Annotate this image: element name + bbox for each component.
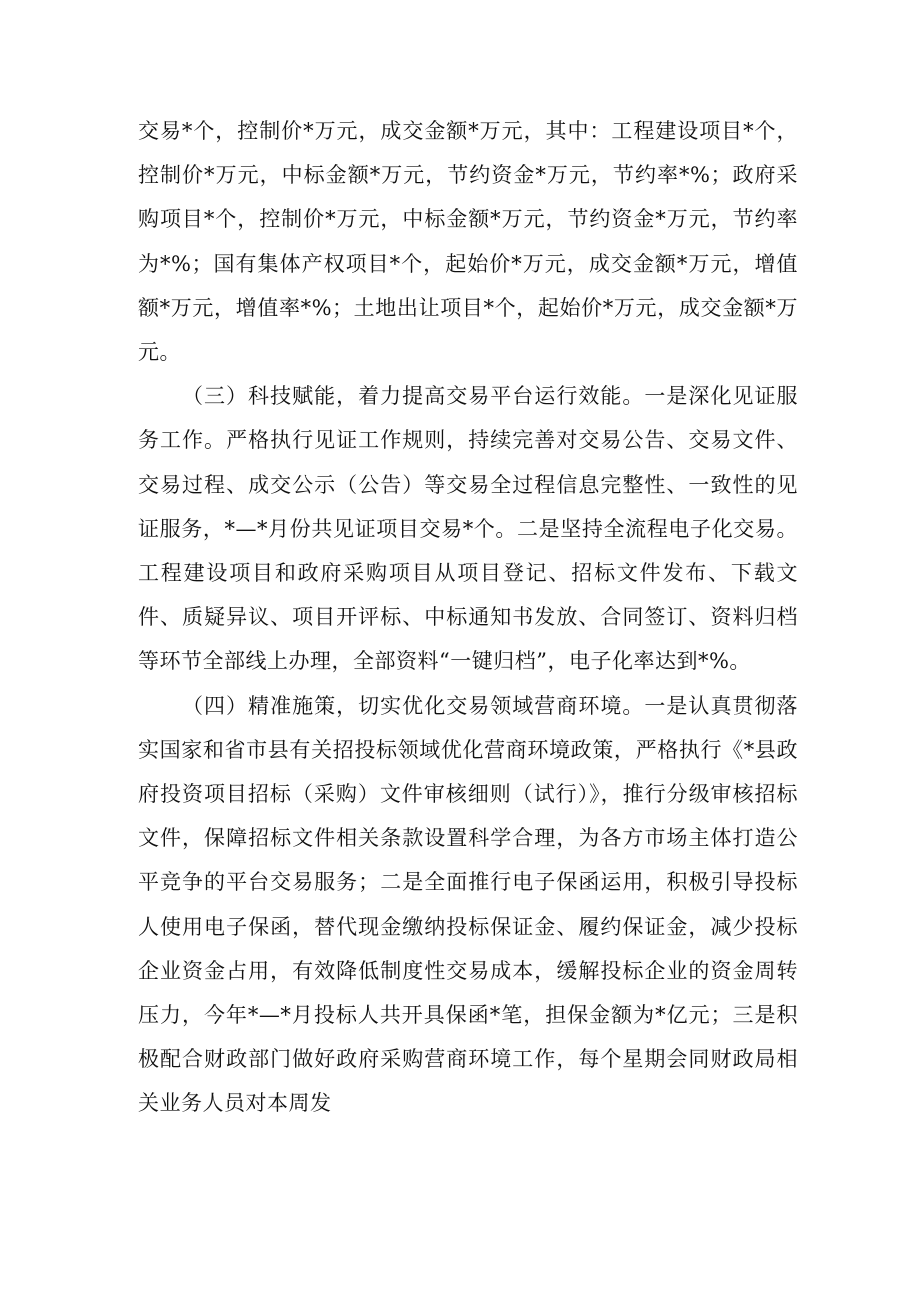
paragraph-transaction-stats: 交易*个，控制价*万元，成交金额*万元，其中：工程建设项目*个，控制价*万元，中标金额*万元，节约资金*万元，节约率*%；政府采购项目*个，控制价*万元，中标金额*万元，节约资金*万元，节约率为*%；国有集体产权项目*个，起始价*万元，成交金额*万元，增值额*万元，增值率*%；土地出让项目*个，起始价*万元，成交金额*万元。 bbox=[138, 119, 798, 365]
paragraph-section-four: （四）精准施策，切实优化交易领域营商环境。一是认真贯彻落实国家和省市县有关招投标领域优化营商环境政策，严格执行《*县政府投资项目招标（采购）文件审核细则（试行）》，推行分级审核招标文件，保障招标文件相关条款设置科学合理，为各方市场主体打造公平竞争的平台交易服务；二是全面推行电子保函运用，积极引导投标人使用电子保函，替代现金缴纳投标保证金、履约保证金，减少投标企业资金占用，有效降低制度性交易成本，缓解投标企业的资金周转压力，今年*—*月投标人共开具保函*笔，担保金额为*亿元；三是积极配合财政部门做好政府采购营商环境工作，每个星期会同财政局相关业务人员对本周发 bbox=[138, 693, 798, 1116]
paragraph-section-three: （三）科技赋能，着力提高交易平台运行效能。一是深化见证服务工作。严格执行见证工作规则，持续完善对交易公告、交易文件、交易过程、成交公示（公告）等交易全过程信息完整性、一致性的见证服务，*—*月份共见证项目交易*个。二是坚持全流程电子化交易。工程建设项目和政府采购项目从项目登记、招标文件发布、下载文件、质疑异议、项目开评标、中标通知书发放、合同签订、资料归档等环节全部线上办理，全部资料“一键归档”，电子化率达到*%。 bbox=[138, 384, 798, 674]
document-body bbox=[138, 109, 798, 1126]
